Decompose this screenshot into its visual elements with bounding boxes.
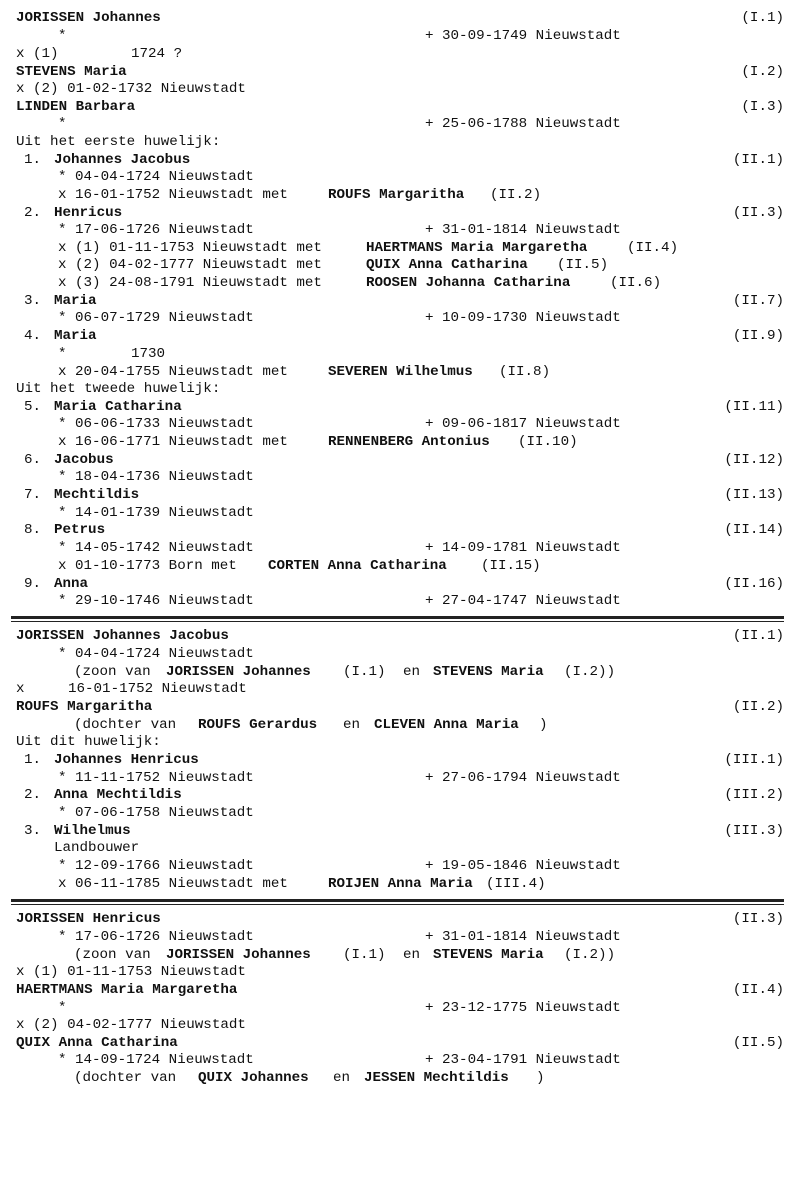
marriage-text: x (2) 04-02-1777 Nieuwstadt met bbox=[58, 257, 322, 273]
person-name: LINDEN Barbara bbox=[16, 99, 136, 115]
marriage-date: 16-01-1752 Nieuwstadt bbox=[68, 681, 247, 697]
heading-text: Uit het tweede huwelijk: bbox=[16, 381, 221, 397]
spouse-ref: (III.4) bbox=[486, 876, 546, 892]
marriage-line bbox=[0, 963, 800, 981]
marriage-text: x 06-11-1785 Nieuwstadt met bbox=[58, 876, 288, 892]
child-name: Maria Catharina bbox=[54, 399, 182, 415]
birth-date: * 12-09-1766 Nieuwstadt bbox=[58, 858, 254, 874]
death-date: + 31-01-1814 Nieuwstadt bbox=[425, 929, 621, 945]
spouse-name: SEVEREN Wilhelmus bbox=[328, 364, 473, 380]
birth-date: * 04-04-1724 Nieuwstadt bbox=[58, 169, 254, 185]
child-ref: (II.3) bbox=[732, 205, 784, 221]
spouse-ref: (II.5) bbox=[557, 257, 609, 273]
person-name: STEVENS Maria bbox=[16, 64, 127, 80]
marriage-line bbox=[0, 256, 800, 274]
spouse-name: ROIJEN Anna Maria bbox=[328, 876, 473, 892]
person-ref: (I.2) bbox=[741, 64, 784, 80]
mother-name: STEVENS Maria bbox=[433, 947, 544, 963]
occupation-line bbox=[0, 839, 800, 857]
birth-death-line bbox=[0, 592, 800, 610]
child-entry bbox=[0, 151, 800, 169]
birth-date: * 18-04-1736 Nieuwstadt bbox=[58, 469, 254, 485]
child-number: 3. bbox=[24, 823, 42, 839]
birth-date: * 04-04-1724 Nieuwstadt bbox=[58, 646, 254, 662]
birth-death-line bbox=[0, 539, 800, 557]
child-name: Maria bbox=[54, 293, 97, 309]
birth-date: * 17-06-1726 Nieuwstadt bbox=[58, 222, 254, 238]
father-name: JORISSEN Johannes bbox=[166, 664, 311, 680]
death-date: + 23-04-1791 Nieuwstadt bbox=[425, 1052, 621, 1068]
conjunction: en bbox=[343, 717, 361, 733]
marriage-text: x 16-01-1752 Nieuwstadt met bbox=[58, 187, 288, 203]
child-name: Anna bbox=[54, 576, 89, 592]
birth-death-line bbox=[0, 221, 800, 239]
children-heading bbox=[0, 133, 800, 151]
death-date: + 31-01-1814 Nieuwstadt bbox=[425, 222, 621, 238]
person-name: QUIX Anna Catharina bbox=[16, 1035, 178, 1051]
person-name: JORISSEN Johannes bbox=[16, 10, 161, 26]
child-number: 7. bbox=[24, 487, 42, 503]
birth-death-line bbox=[0, 415, 800, 433]
person-ref: (II.1) bbox=[732, 628, 784, 644]
birth-date: * 11-11-1752 Nieuwstadt bbox=[58, 770, 254, 786]
spouse-name: CORTEN Anna Catharina bbox=[268, 558, 447, 574]
marriage-line bbox=[0, 45, 800, 63]
child-entry bbox=[0, 292, 800, 310]
marriage-line bbox=[0, 363, 800, 381]
birth-year: 1730 bbox=[131, 346, 166, 362]
marriage-prefix: x (1) bbox=[16, 46, 59, 62]
birth-death-line bbox=[0, 27, 800, 45]
child-number: 4. bbox=[24, 328, 42, 344]
child-ref: (II.7) bbox=[732, 293, 784, 309]
birth-line bbox=[0, 468, 800, 486]
birth-death-line bbox=[0, 115, 800, 133]
marriage-text: x 16-06-1771 Nieuwstadt met bbox=[58, 434, 288, 450]
person-entry bbox=[0, 9, 800, 27]
birth-date: * bbox=[58, 1000, 67, 1016]
person-entry bbox=[0, 1034, 800, 1052]
parents-line bbox=[0, 1069, 800, 1087]
child-number: 3. bbox=[24, 293, 42, 309]
child-entry bbox=[0, 398, 800, 416]
person-name: ROUFS Margaritha bbox=[16, 699, 153, 715]
child-number: 1. bbox=[24, 752, 42, 768]
spouse-ref: (II.8) bbox=[499, 364, 551, 380]
mother-name: CLEVEN Anna Maria bbox=[374, 717, 519, 733]
birth-line bbox=[0, 345, 800, 363]
person-entry bbox=[0, 627, 800, 645]
person-entry bbox=[0, 98, 800, 116]
child-name: Petrus bbox=[54, 522, 106, 538]
child-ref: (II.1) bbox=[732, 152, 784, 168]
death-date: + 14-09-1781 Nieuwstadt bbox=[425, 540, 621, 556]
death-date: + 27-06-1794 Nieuwstadt bbox=[425, 770, 621, 786]
spouse-ref: (II.15) bbox=[481, 558, 541, 574]
child-number: 8. bbox=[24, 522, 42, 538]
section-divider bbox=[11, 616, 784, 619]
marriage-line bbox=[0, 680, 800, 698]
spouse-name: HAERTMANS Maria Margaretha bbox=[366, 240, 588, 256]
birth-line bbox=[0, 504, 800, 522]
person-ref: (I.3) bbox=[741, 99, 784, 115]
birth-line bbox=[0, 804, 800, 822]
marriage-line bbox=[0, 1016, 800, 1034]
birth-date: * 29-10-1746 Nieuwstadt bbox=[58, 593, 254, 609]
child-ref: (II.9) bbox=[732, 328, 784, 344]
person-name: JORISSEN Henricus bbox=[16, 911, 161, 927]
birth-date: * bbox=[58, 28, 67, 44]
person-ref: (I.1) bbox=[741, 10, 784, 26]
birth-date: * bbox=[58, 116, 67, 132]
parents-line bbox=[0, 716, 800, 734]
birth-line bbox=[0, 168, 800, 186]
birth-symbol: * bbox=[58, 346, 67, 362]
child-entry bbox=[0, 327, 800, 345]
person-entry bbox=[0, 698, 800, 716]
child-entry bbox=[0, 451, 800, 469]
marriage-line bbox=[0, 239, 800, 257]
child-name: Anna Mechtildis bbox=[54, 787, 182, 803]
marriage-text: x (3) 24-08-1791 Nieuwstadt met bbox=[58, 275, 322, 291]
spouse-ref: (II.6) bbox=[610, 275, 662, 291]
person-ref: (II.5) bbox=[732, 1035, 784, 1051]
child-number: 5. bbox=[24, 399, 42, 415]
person-ref: (II.2) bbox=[732, 699, 784, 715]
child-ref: (II.11) bbox=[724, 399, 784, 415]
birth-line bbox=[0, 645, 800, 663]
heading-text: Uit dit huwelijk: bbox=[16, 734, 161, 750]
spouse-name: ROOSEN Johanna Catharina bbox=[366, 275, 571, 291]
death-date: + 30-09-1749 Nieuwstadt bbox=[425, 28, 621, 44]
child-entry bbox=[0, 751, 800, 769]
child-number: 2. bbox=[24, 787, 42, 803]
parents-line bbox=[0, 946, 800, 964]
conjunction: en bbox=[403, 947, 421, 963]
person-name: JORISSEN Johannes Jacobus bbox=[16, 628, 229, 644]
death-date: + 27-04-1747 Nieuwstadt bbox=[425, 593, 621, 609]
child-name: Johannes Jacobus bbox=[54, 152, 191, 168]
child-number: 9. bbox=[24, 576, 42, 592]
child-name: Wilhelmus bbox=[54, 823, 131, 839]
section-divider bbox=[11, 899, 784, 902]
child-name: Maria bbox=[54, 328, 97, 344]
person-entry bbox=[0, 910, 800, 928]
marriage-line bbox=[0, 557, 800, 575]
child-ref: (III.3) bbox=[724, 823, 784, 839]
child-entry bbox=[0, 486, 800, 504]
child-number: 6. bbox=[24, 452, 42, 468]
parents-prefix: (zoon van bbox=[74, 947, 151, 963]
marriage-text: x 20-04-1755 Nieuwstadt met bbox=[58, 364, 288, 380]
person-ref: (II.4) bbox=[732, 982, 784, 998]
birth-date: * 14-01-1739 Nieuwstadt bbox=[58, 505, 254, 521]
death-date: + 23-12-1775 Nieuwstadt bbox=[425, 1000, 621, 1016]
father-name: ROUFS Gerardus bbox=[198, 717, 318, 733]
parents-prefix: (dochter van bbox=[74, 717, 177, 733]
marriage-line bbox=[0, 80, 800, 98]
birth-date: * 06-07-1729 Nieuwstadt bbox=[58, 310, 254, 326]
person-entry bbox=[0, 981, 800, 999]
birth-death-line bbox=[0, 928, 800, 946]
birth-date: * 14-09-1724 Nieuwstadt bbox=[58, 1052, 254, 1068]
child-number: 2. bbox=[24, 205, 42, 221]
marriage-text: x (1) 01-11-1753 Nieuwstadt met bbox=[58, 240, 322, 256]
child-entry bbox=[0, 575, 800, 593]
spouse-name: RENNENBERG Antonius bbox=[328, 434, 490, 450]
child-name: Mechtildis bbox=[54, 487, 140, 503]
mother-name: STEVENS Maria bbox=[433, 664, 544, 680]
person-entry bbox=[0, 63, 800, 81]
marriage-line bbox=[0, 875, 800, 893]
mother-ref: (I.2)) bbox=[564, 664, 616, 680]
spouse-name: ROUFS Margaritha bbox=[328, 187, 465, 203]
conjunction: en bbox=[403, 664, 421, 680]
father-ref: (I.1) bbox=[343, 947, 386, 963]
marriage-line bbox=[0, 274, 800, 292]
parents-prefix: (dochter van bbox=[74, 1070, 177, 1086]
death-date: + 25-06-1788 Nieuwstadt bbox=[425, 116, 621, 132]
child-ref: (II.14) bbox=[724, 522, 784, 538]
death-date: + 10-09-1730 Nieuwstadt bbox=[425, 310, 621, 326]
marriage-text: x (2) 01-02-1732 Nieuwstadt bbox=[16, 81, 246, 97]
child-entry bbox=[0, 822, 800, 840]
child-ref: (II.12) bbox=[724, 452, 784, 468]
marriage-text: x 01-10-1773 Born met bbox=[58, 558, 237, 574]
heading-text: Uit het eerste huwelijk: bbox=[16, 134, 221, 150]
parents-line bbox=[0, 663, 800, 681]
father-ref: (I.1) bbox=[343, 664, 386, 680]
child-name: Henricus bbox=[54, 205, 123, 221]
birth-death-line bbox=[0, 309, 800, 327]
conjunction: en bbox=[333, 1070, 351, 1086]
birth-death-line bbox=[0, 1051, 800, 1069]
parents-close: ) bbox=[536, 1070, 545, 1086]
spouse-ref: (II.4) bbox=[627, 240, 679, 256]
marriage-text: x (2) 04-02-1777 Nieuwstadt bbox=[16, 1017, 246, 1033]
child-ref: (III.2) bbox=[724, 787, 784, 803]
person-ref: (II.3) bbox=[732, 911, 784, 927]
birth-date: * 17-06-1726 Nieuwstadt bbox=[58, 929, 254, 945]
child-ref: (II.13) bbox=[724, 487, 784, 503]
child-number: 1. bbox=[24, 152, 42, 168]
marriage-text: x (1) 01-11-1753 Nieuwstadt bbox=[16, 964, 246, 980]
child-entry bbox=[0, 521, 800, 539]
birth-death-line bbox=[0, 857, 800, 875]
person-name: HAERTMANS Maria Margaretha bbox=[16, 982, 238, 998]
spouse-ref: (II.2) bbox=[490, 187, 542, 203]
spouse-ref: (II.10) bbox=[518, 434, 578, 450]
marriage-date: 1724 ? bbox=[131, 46, 183, 62]
child-name: Jacobus bbox=[54, 452, 114, 468]
birth-date: * 14-05-1742 Nieuwstadt bbox=[58, 540, 254, 556]
father-name: JORISSEN Johannes bbox=[166, 947, 311, 963]
marriage-prefix: x bbox=[16, 681, 25, 697]
child-entry bbox=[0, 204, 800, 222]
mother-ref: (I.2)) bbox=[564, 947, 616, 963]
child-entry bbox=[0, 786, 800, 804]
child-ref: (III.1) bbox=[724, 752, 784, 768]
death-date: + 19-05-1846 Nieuwstadt bbox=[425, 858, 621, 874]
birth-date: * 07-06-1758 Nieuwstadt bbox=[58, 805, 254, 821]
birth-death-line bbox=[0, 999, 800, 1017]
marriage-line bbox=[0, 186, 800, 204]
children-heading bbox=[0, 380, 800, 398]
death-date: + 09-06-1817 Nieuwstadt bbox=[425, 416, 621, 432]
mother-name: JESSEN Mechtildis bbox=[364, 1070, 509, 1086]
birth-date: * 06-06-1733 Nieuwstadt bbox=[58, 416, 254, 432]
spouse-name: QUIX Anna Catharina bbox=[366, 257, 528, 273]
parents-close: ) bbox=[539, 717, 548, 733]
child-ref: (II.16) bbox=[724, 576, 784, 592]
parents-prefix: (zoon van bbox=[74, 664, 151, 680]
child-name: Johannes Henricus bbox=[54, 752, 199, 768]
children-heading bbox=[0, 733, 800, 751]
birth-death-line bbox=[0, 769, 800, 787]
father-name: QUIX Johannes bbox=[198, 1070, 309, 1086]
occupation: Landbouwer bbox=[54, 840, 140, 856]
marriage-line bbox=[0, 433, 800, 451]
